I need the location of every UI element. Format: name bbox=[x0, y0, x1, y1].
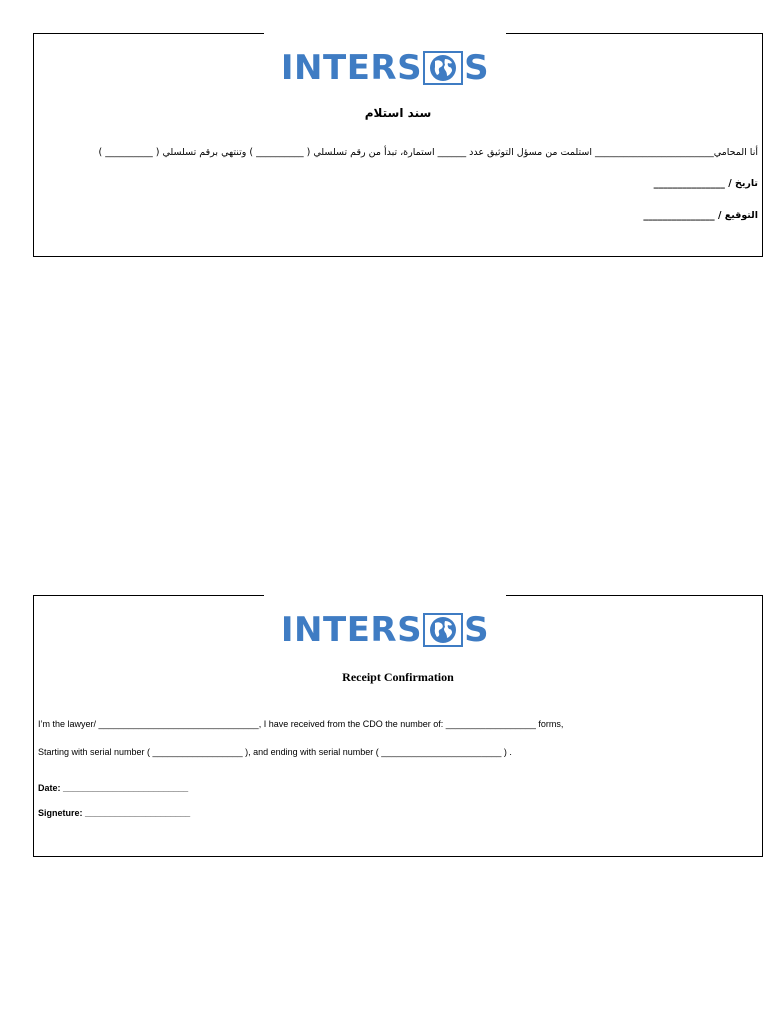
arabic-signature-line: التوقيع / _______________ bbox=[643, 210, 758, 221]
english-serial-line: Starting with serial number ( __________________ ), and ending with serial number ( ________________________ ) . bbox=[38, 747, 512, 757]
arabic-date-line: تاريخ / _______________ bbox=[653, 178, 758, 189]
english-signature-line: Signeture: _____________________ bbox=[38, 808, 191, 818]
logo-text-left: INTERS bbox=[280, 610, 423, 650]
logo-text-right: S bbox=[464, 48, 490, 88]
logo-text-right: S bbox=[464, 610, 490, 650]
english-receipt-card bbox=[33, 595, 763, 857]
english-form-title: Receipt Confirmation bbox=[342, 670, 454, 684]
english-lawyer-line: I’m the lawyer/ ________________________________, I have received from the CDO the number of: __________________ forms, bbox=[38, 719, 564, 729]
english-date-line: Date: _________________________ bbox=[38, 783, 189, 793]
globe-icon bbox=[423, 613, 463, 647]
logo-text-left: INTERS bbox=[280, 48, 423, 88]
intersos-logo bbox=[264, 32, 506, 104]
globe-icon bbox=[423, 51, 463, 85]
intersos-logo bbox=[264, 594, 506, 666]
arabic-receipt-card bbox=[33, 33, 763, 257]
arabic-lawyer-line: أنا المحامي_________________________ استلمت من مسؤل التوثيق عدد ______ استمارة، تبدأ من رقم تسلسلي ( __________ ) وتنتهي برقم تسلسلي ( __________ ) bbox=[98, 147, 758, 158]
arabic-form-title: سند استلام bbox=[364, 106, 432, 120]
